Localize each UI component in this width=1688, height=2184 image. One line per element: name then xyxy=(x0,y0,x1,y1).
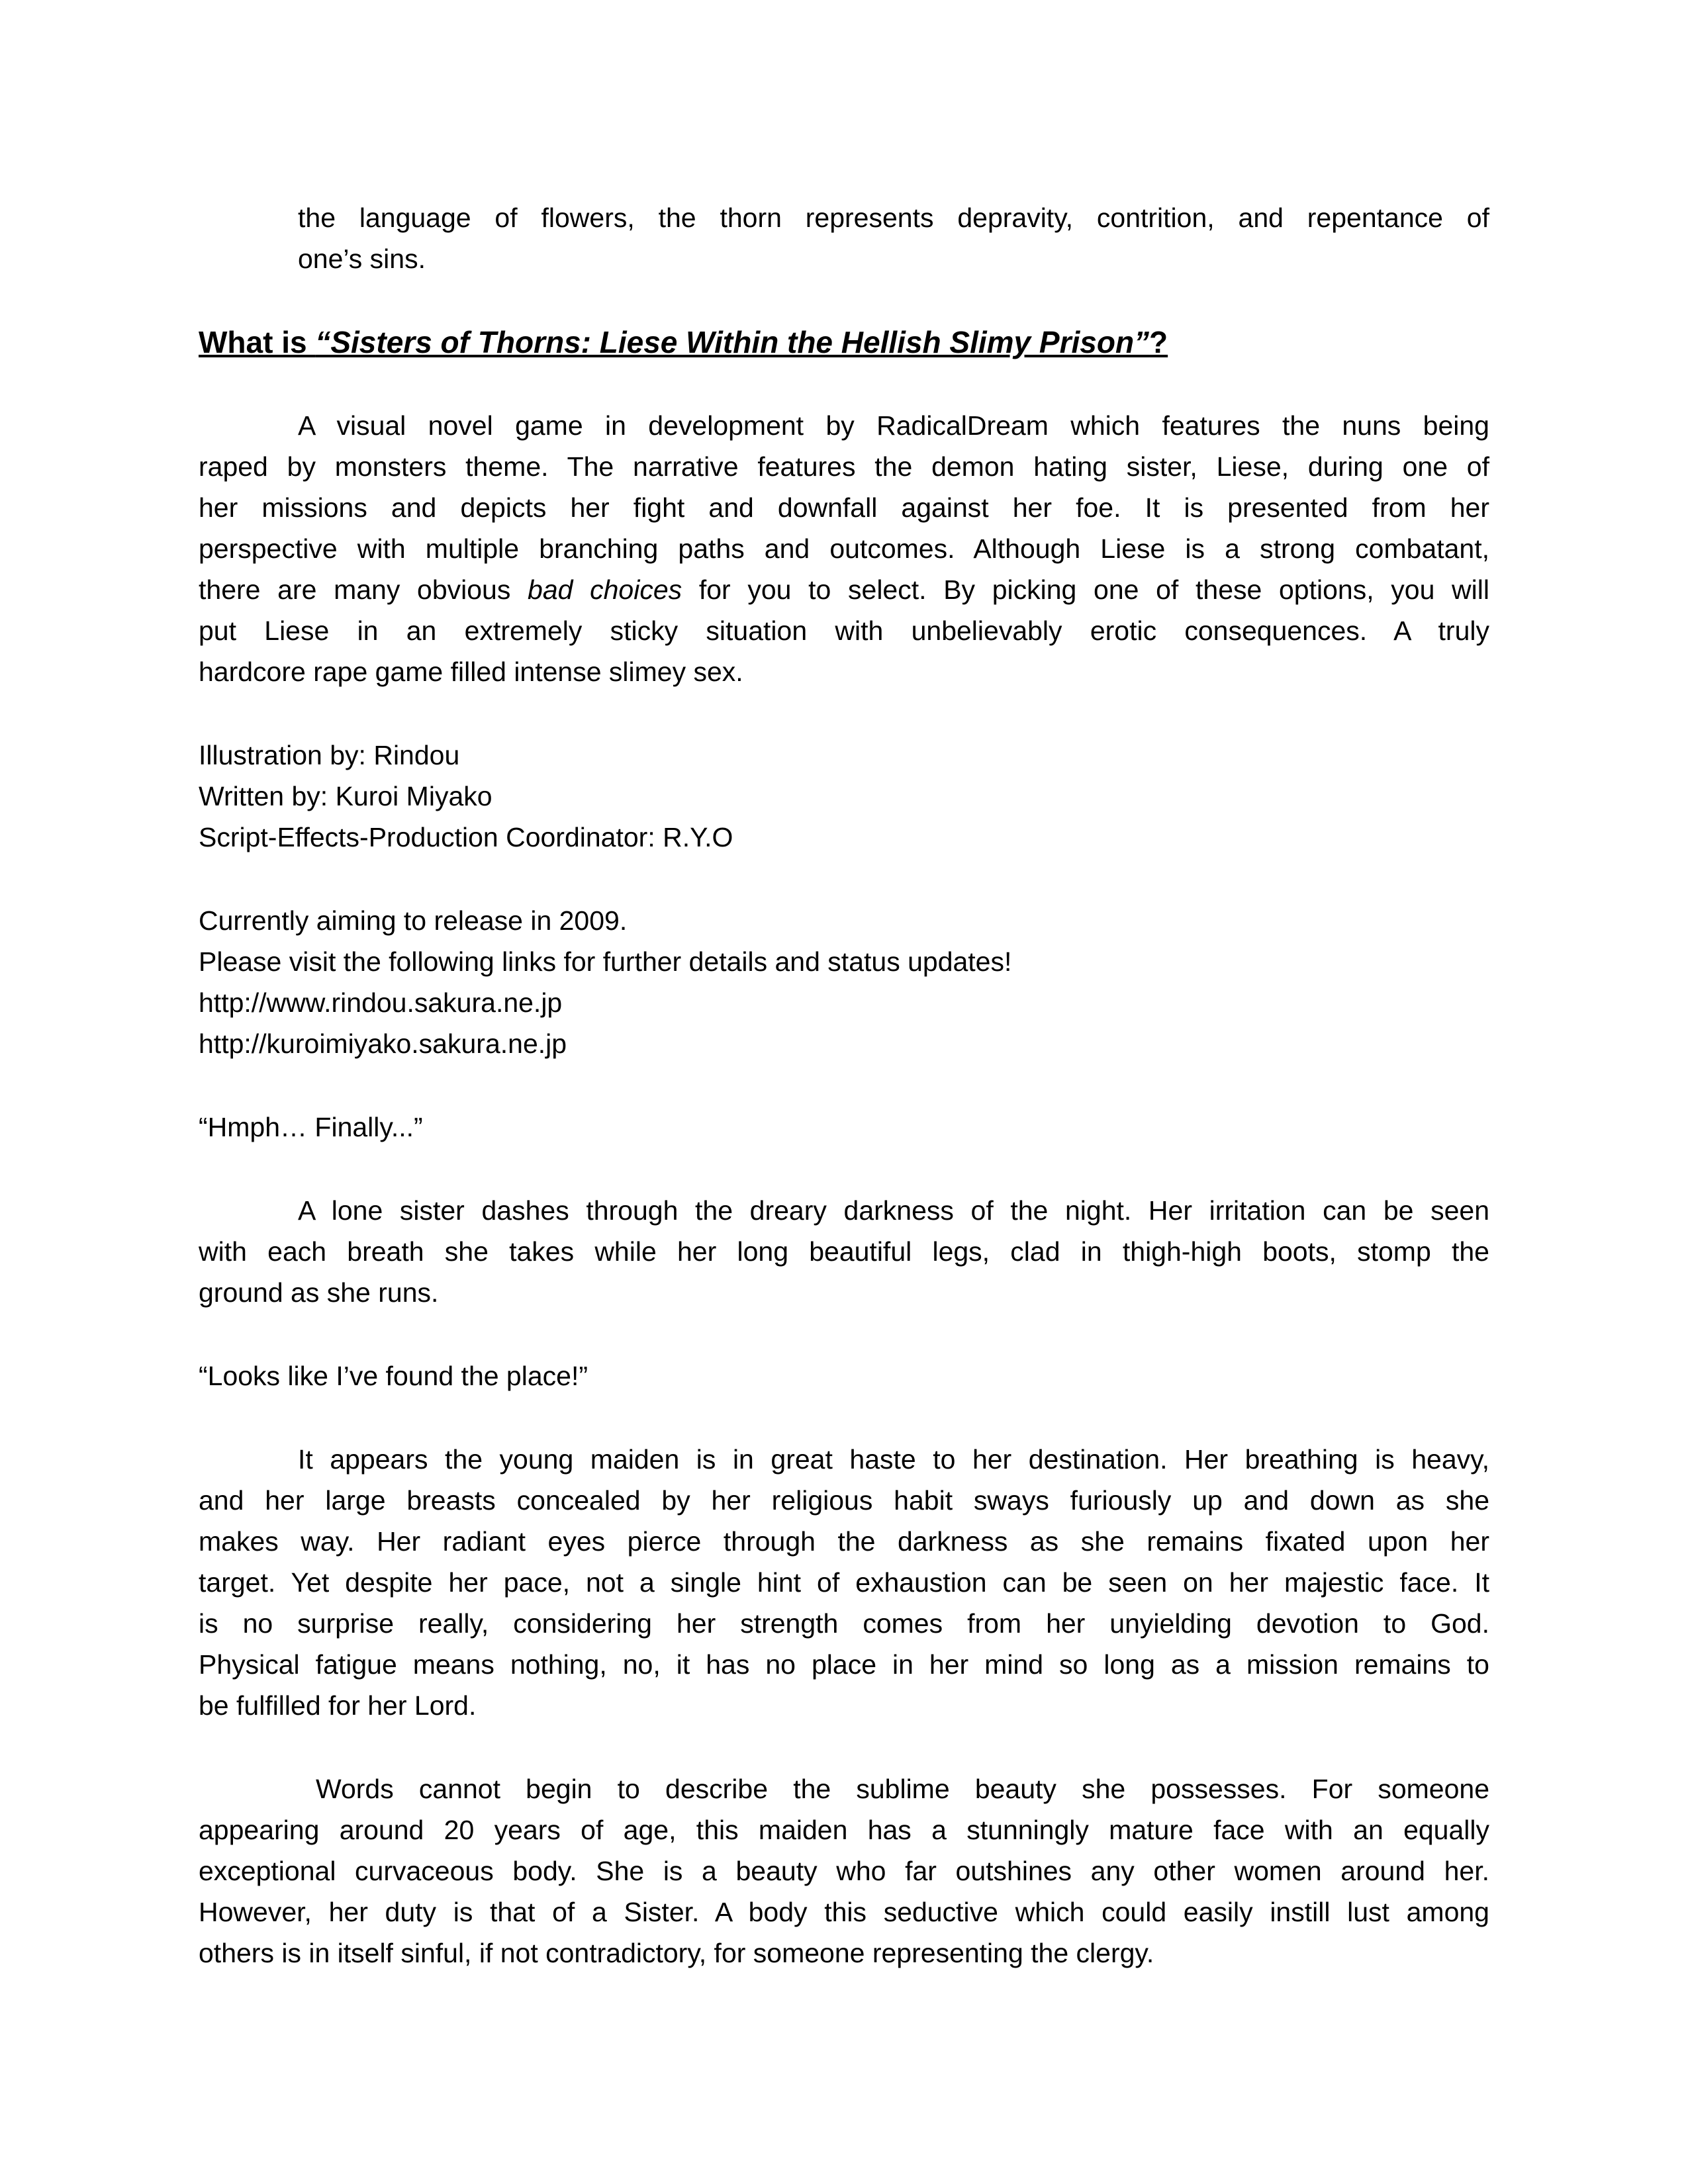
text-line: “Hmph… Finally...” xyxy=(199,1112,423,1142)
text-line: Please visit the following links for further details and status updates! xyxy=(199,946,1012,977)
text-line: A visual novel game in development by RadicalDream which features the nuns being xyxy=(298,410,1489,441)
text-line: A lone sister dashes through the dreary darkness of the night. Her irritation can be seen xyxy=(298,1195,1489,1226)
release-info-block xyxy=(199,900,1489,1064)
section-heading xyxy=(199,322,1489,363)
text-line: Words cannot begin to describe the sublime beauty she possesses. For someone xyxy=(316,1774,1489,1804)
text-line: Currently aiming to release in 2009. xyxy=(199,905,628,936)
body-paragraph-lone-sister xyxy=(199,1190,1489,1313)
credits-block xyxy=(199,735,1489,858)
continuation-paragraph xyxy=(298,197,1489,279)
text-line: there are many obvious bad choices for you to select. By picking one of these options, you will xyxy=(199,574,1489,605)
text-line: raped by monsters theme. The narrative features the demon hating sister, Liese, during one of xyxy=(199,451,1489,482)
text-line: Illustration by: Rindou xyxy=(199,740,460,770)
body-paragraph-beauty xyxy=(199,1768,1489,1974)
text-line: appearing around 20 years of age, this maiden has a stunningly mature face with an equally xyxy=(199,1815,1489,1845)
text-line: and her large breasts concealed by her religious habit sways furiously up and down as she xyxy=(199,1485,1489,1516)
text-line: with each breath she takes while her long beautiful legs, clad in thigh-high boots, stomp the xyxy=(199,1236,1489,1267)
document-content xyxy=(199,197,1489,1974)
text-line: “Looks like I’ve found the place!” xyxy=(199,1361,588,1391)
text-line: exceptional curvaceous body. She is a beauty who far outshines any other women around her. xyxy=(199,1856,1489,1886)
heading-prefix: What is xyxy=(199,325,316,359)
text-line: one’s sins. xyxy=(298,244,426,274)
text-line: target. Yet despite her pace, not a single hint of exhaustion can be seen on her majestic face. It xyxy=(199,1567,1489,1598)
text-line: her missions and depicts her fight and downfall against her foe. It is presented from her xyxy=(199,492,1489,523)
text-line: http://kuroimiyako.sakura.ne.jp xyxy=(199,1028,567,1059)
heading-question-mark: ? xyxy=(1149,325,1168,359)
text-line: put Liese in an extremely sticky situation with unbelievably erotic consequences. A truly xyxy=(199,615,1489,646)
text-line: Written by: Kuroi Miyako xyxy=(199,781,492,811)
text-line: Physical fatigue means nothing, no, it has no place in her mind so long as a mission remains to xyxy=(199,1649,1489,1680)
dialogue-line-found-place xyxy=(199,1355,1489,1396)
body-paragraph-haste xyxy=(199,1439,1489,1726)
text-line: It appears the young maiden is in great haste to her destination. Her breathing is heavy, xyxy=(298,1444,1489,1475)
text-line: hardcore rape game filled intense slimey sex. xyxy=(199,657,743,687)
text-line: Script-Effects-Production Coordinator: R.Y.O xyxy=(199,822,733,852)
heading-text xyxy=(199,325,1168,359)
text-line: the language of flowers, the thorn represents depravity, contrition, and repentance of xyxy=(298,203,1489,233)
text-line: be fulfilled for her Lord. xyxy=(199,1690,477,1721)
text-line: makes way. Her radiant eyes pierce through the darkness as she remains fixated upon her xyxy=(199,1526,1489,1557)
text-line: others is in itself sinful, if not contradictory, for someone representing the clergy. xyxy=(199,1938,1154,1968)
text-line: However, her duty is that of a Sister. A body this seductive which could easily instill lust among xyxy=(199,1897,1489,1927)
text-line: perspective with multiple branching paths and outcomes. Although Liese is a strong combatant, xyxy=(199,533,1489,564)
heading-title: “Sisters of Thorns: Liese Within the Hellish Slimy Prison” xyxy=(315,325,1150,359)
text-line: http://www.rindou.sakura.ne.jp xyxy=(199,987,563,1018)
dialogue-line-hmph xyxy=(199,1107,1489,1148)
text-line: is no surprise really, considering her strength comes from her unyielding devotion to God. xyxy=(199,1608,1489,1639)
text-line: ground as she runs. xyxy=(199,1277,439,1308)
body-paragraph-about-game xyxy=(199,405,1489,692)
